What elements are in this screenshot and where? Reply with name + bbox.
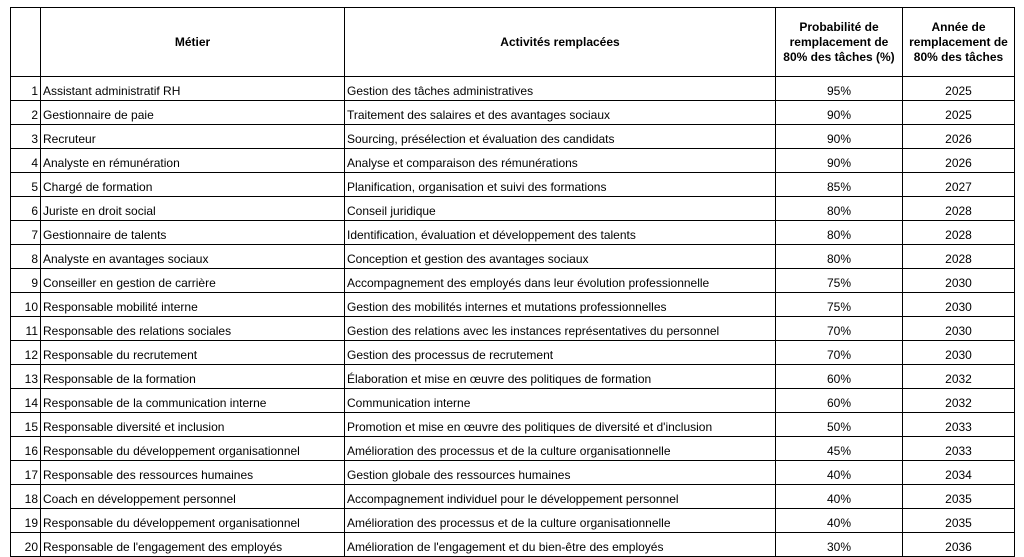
table-body — [11, 77, 1015, 557]
year-cell: 2036 — [903, 533, 1015, 557]
probability-cell: 50% — [776, 413, 903, 437]
year-cell: 2026 — [903, 149, 1015, 173]
header-job: Métier — [41, 8, 345, 77]
job-cell: Gestionnaire de talents — [41, 221, 345, 245]
probability-cell: 85% — [776, 173, 903, 197]
probability-cell: 75% — [776, 269, 903, 293]
row-number: 5 — [11, 173, 41, 197]
job-cell: Analyste en rémunération — [41, 149, 345, 173]
activities-cell: Conseil juridique — [345, 197, 776, 221]
year-cell: 2030 — [903, 269, 1015, 293]
year-cell: 2028 — [903, 245, 1015, 269]
probability-cell: 80% — [776, 197, 903, 221]
job-cell: Juriste en droit social — [41, 197, 345, 221]
row-number: 12 — [11, 341, 41, 365]
row-number: 7 — [11, 221, 41, 245]
probability-cell: 45% — [776, 437, 903, 461]
row-number: 14 — [11, 389, 41, 413]
jobs-replacement-table — [10, 7, 1015, 557]
job-cell: Responsable diversité et inclusion — [41, 413, 345, 437]
header-index — [11, 8, 41, 77]
year-cell: 2027 — [903, 173, 1015, 197]
job-cell: Gestionnaire de paie — [41, 101, 345, 125]
probability-cell: 40% — [776, 485, 903, 509]
activities-cell: Promotion et mise en œuvre des politiques de diversité et d'inclusion — [345, 413, 776, 437]
table-row — [11, 173, 1015, 197]
table-row — [11, 197, 1015, 221]
job-cell: Responsable du développement organisationnel — [41, 509, 345, 533]
table-row — [11, 221, 1015, 245]
table-row — [11, 341, 1015, 365]
row-number: 8 — [11, 245, 41, 269]
year-cell: 2030 — [903, 341, 1015, 365]
activities-cell: Accompagnement individuel pour le développement personnel — [345, 485, 776, 509]
table-row — [11, 413, 1015, 437]
year-cell: 2026 — [903, 125, 1015, 149]
year-cell: 2035 — [903, 485, 1015, 509]
probability-cell: 80% — [776, 221, 903, 245]
probability-cell: 40% — [776, 509, 903, 533]
table-row — [11, 149, 1015, 173]
job-cell: Responsable des relations sociales — [41, 317, 345, 341]
table-row — [11, 293, 1015, 317]
activities-cell: Conception et gestion des avantages sociaux — [345, 245, 776, 269]
row-number: 20 — [11, 533, 41, 557]
year-cell: 2033 — [903, 413, 1015, 437]
row-number: 4 — [11, 149, 41, 173]
row-number: 6 — [11, 197, 41, 221]
activities-cell: Identification, évaluation et développement des talents — [345, 221, 776, 245]
activities-cell: Amélioration de l'engagement et du bien-être des employés — [345, 533, 776, 557]
row-number: 11 — [11, 317, 41, 341]
activities-cell: Communication interne — [345, 389, 776, 413]
table-row — [11, 485, 1015, 509]
job-cell: Responsable du développement organisationnel — [41, 437, 345, 461]
year-cell: 2032 — [903, 389, 1015, 413]
probability-cell: 75% — [776, 293, 903, 317]
activities-cell: Amélioration des processus et de la culture organisationnelle — [345, 437, 776, 461]
year-cell: 2035 — [903, 509, 1015, 533]
table-row — [11, 245, 1015, 269]
activities-cell: Accompagnement des employés dans leur évolution professionnelle — [345, 269, 776, 293]
probability-cell: 90% — [776, 125, 903, 149]
activities-cell: Amélioration des processus et de la culture organisationnelle — [345, 509, 776, 533]
table-row — [11, 77, 1015, 101]
table-header — [11, 8, 1015, 77]
table-row — [11, 101, 1015, 125]
job-cell: Analyste en avantages sociaux — [41, 245, 345, 269]
table-row — [11, 125, 1015, 149]
activities-cell: Gestion des processus de recrutement — [345, 341, 776, 365]
table-row — [11, 269, 1015, 293]
probability-cell: 95% — [776, 77, 903, 101]
header-year: Année de remplacement de 80% des tâches — [903, 8, 1015, 77]
activities-cell: Gestion des tâches administratives — [345, 77, 776, 101]
year-cell: 2028 — [903, 197, 1015, 221]
year-cell: 2030 — [903, 293, 1015, 317]
table-row — [11, 533, 1015, 557]
row-number: 13 — [11, 365, 41, 389]
year-cell: 2025 — [903, 77, 1015, 101]
activities-cell: Analyse et comparaison des rémunérations — [345, 149, 776, 173]
header-probability: Probabilité de remplacement de 80% des tâches (%) — [776, 8, 903, 77]
year-cell: 2030 — [903, 317, 1015, 341]
table-row — [11, 365, 1015, 389]
row-number: 19 — [11, 509, 41, 533]
year-cell: 2032 — [903, 365, 1015, 389]
activities-cell: Planification, organisation et suivi des formations — [345, 173, 776, 197]
table-row — [11, 389, 1015, 413]
probability-cell: 70% — [776, 341, 903, 365]
year-cell: 2028 — [903, 221, 1015, 245]
row-number: 16 — [11, 437, 41, 461]
job-cell: Responsable des ressources humaines — [41, 461, 345, 485]
activities-cell: Gestion globale des ressources humaines — [345, 461, 776, 485]
probability-cell: 70% — [776, 317, 903, 341]
table-row — [11, 437, 1015, 461]
probability-cell: 30% — [776, 533, 903, 557]
activities-cell: Traitement des salaires et des avantages sociaux — [345, 101, 776, 125]
row-number: 18 — [11, 485, 41, 509]
job-cell: Assistant administratif RH — [41, 77, 345, 101]
table-row — [11, 461, 1015, 485]
row-number: 9 — [11, 269, 41, 293]
probability-cell: 60% — [776, 389, 903, 413]
activities-cell: Élaboration et mise en œuvre des politiques de formation — [345, 365, 776, 389]
probability-cell: 90% — [776, 101, 903, 125]
job-cell: Responsable de l'engagement des employés — [41, 533, 345, 557]
probability-cell: 90% — [776, 149, 903, 173]
job-cell: Responsable mobilité interne — [41, 293, 345, 317]
year-cell: 2025 — [903, 101, 1015, 125]
activities-cell: Gestion des mobilités internes et mutations professionnelles — [345, 293, 776, 317]
activities-cell: Gestion des relations avec les instances représentatives du personnel — [345, 317, 776, 341]
row-number: 1 — [11, 77, 41, 101]
activities-cell: Sourcing, présélection et évaluation des candidats — [345, 125, 776, 149]
header-activities: Activités remplacées — [345, 8, 776, 77]
job-cell: Conseiller en gestion de carrière — [41, 269, 345, 293]
table-row — [11, 509, 1015, 533]
job-cell: Chargé de formation — [41, 173, 345, 197]
probability-cell: 80% — [776, 245, 903, 269]
job-cell: Responsable de la communication interne — [41, 389, 345, 413]
header-row — [11, 8, 1015, 77]
job-cell: Responsable du recrutement — [41, 341, 345, 365]
row-number: 10 — [11, 293, 41, 317]
probability-cell: 40% — [776, 461, 903, 485]
year-cell: 2034 — [903, 461, 1015, 485]
year-cell: 2033 — [903, 437, 1015, 461]
job-cell: Responsable de la formation — [41, 365, 345, 389]
row-number: 3 — [11, 125, 41, 149]
job-cell: Recruteur — [41, 125, 345, 149]
table-row — [11, 317, 1015, 341]
row-number: 15 — [11, 413, 41, 437]
row-number: 17 — [11, 461, 41, 485]
job-cell: Coach en développement personnel — [41, 485, 345, 509]
probability-cell: 60% — [776, 365, 903, 389]
row-number: 2 — [11, 101, 41, 125]
